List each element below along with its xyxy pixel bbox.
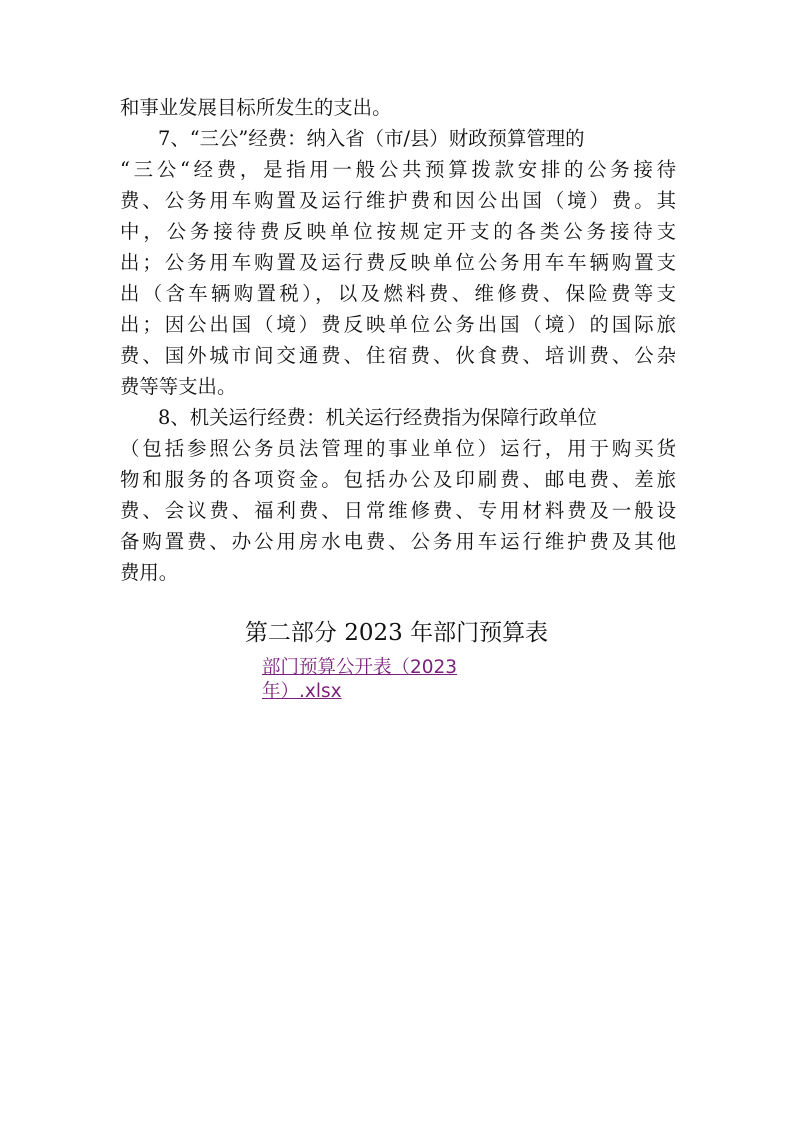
body-text (120, 92, 676, 588)
text-line: 费用。 (120, 561, 179, 584)
attachment-link-line[interactable]: 部门预算公开表（2023 (262, 657, 458, 678)
text-line: 出；公务用车购置及运行费反映单位公务用车车辆购置支 (120, 251, 676, 274)
text-line: 费等等支出。 (120, 375, 237, 398)
text-line: 出（含车辆购置税），以及燃料费、维修费、保险费等支 (120, 282, 676, 305)
text-line: 出；因公出国（境）费反映单位公务出国（境）的国际旅 (120, 313, 676, 336)
section-title: 第二部分 2023 年部门预算表 (244, 620, 549, 646)
text-line: “三公“经费，是指用一般公共预算拨款安排的公务接待 (120, 158, 676, 181)
text-line: 物和服务的各项资金。包括办公及印刷费、邮电费、差旅 (120, 468, 676, 491)
attachment-link[interactable] (262, 656, 512, 704)
text-line: 费、会议费、福利费、日常维修费、专用材料费及一般设 (120, 499, 676, 522)
attachment-link-line[interactable]: 年）.xlsx (262, 681, 342, 702)
text-line: 中，公务接待费反映单位按规定开支的各类公务接待支 (120, 220, 676, 243)
text-line: 费、公务用车购置及运行维护费和因公出国（境）费。其 (120, 189, 676, 212)
text-line: 费、国外城市间交通费、住宿费、伙食费、培训费、公杂 (120, 344, 676, 367)
text-line: （包括参照公务员法管理的事业单位）运行，用于购买货 (120, 437, 676, 460)
text-line: 备购置费、办公用房水电费、公务用车运行维护费及其他 (120, 530, 676, 553)
text-line: 8、机关运行经费：机关运行经费指为保障行政单位 (158, 406, 597, 429)
text-line: 7、“三公”经费：纳入省（市/县）财政预算管理的 (158, 127, 585, 150)
text-line: 和事业发展目标所发生的支出。 (120, 96, 392, 119)
